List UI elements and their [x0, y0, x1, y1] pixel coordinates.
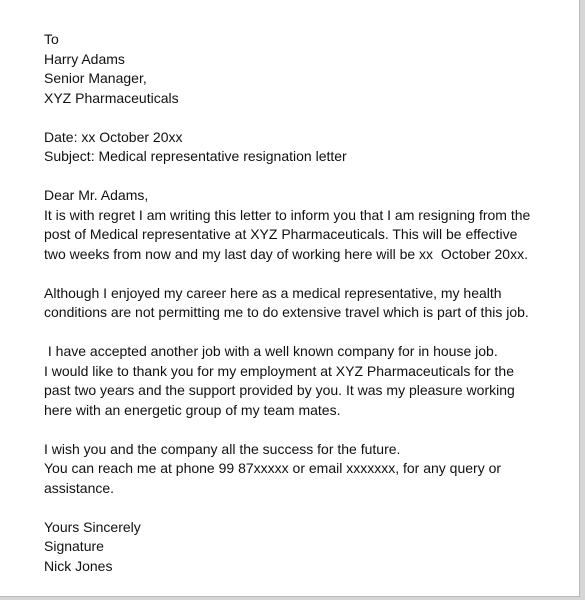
paragraph-line: here with an energetic group of my team mates.	[44, 401, 341, 418]
paragraph-line: post of Medical representative at XYZ Pharmaceuticals. This will be effective	[44, 226, 518, 242]
subject-line: Subject: Medical representative resignation letter	[44, 148, 347, 164]
paragraph-line: conditions are not permitting me to do extensive travel which is part of this job.	[44, 304, 529, 320]
spacer	[44, 498, 536, 518]
date-line: Date: xx October 20xx	[44, 128, 183, 145]
paragraph-line: I would like to thank you for my employment at XYZ Pharmaceuticals for the	[44, 362, 514, 379]
body-paragraph-3	[44, 342, 536, 420]
paragraph-line: It is with regret I am writing this letter to inform you that I am resigning from the	[44, 206, 531, 223]
spacer	[44, 167, 536, 187]
paragraph-line: You can reach me at phone 99 87xxxxx or email xxxxxxx, for any query or	[44, 460, 502, 476]
signature-line: Signature	[44, 538, 104, 554]
body-paragraph-4	[44, 440, 536, 499]
spacer	[44, 323, 536, 343]
meta-block	[44, 128, 536, 167]
body-paragraph-2	[44, 284, 536, 323]
spacer	[44, 108, 536, 128]
resignation-letter	[44, 30, 536, 576]
body-paragraph-1	[44, 186, 536, 264]
recipient-block	[44, 30, 536, 108]
sign-off: Yours Sincerely	[44, 518, 141, 535]
to-line: To	[44, 31, 59, 47]
spacer	[44, 420, 536, 440]
paragraph-line: assistance.	[44, 479, 115, 496]
paragraph-line: I wish you and the company all the success for the future.	[44, 440, 401, 457]
recipient-name: Harry Adams	[44, 50, 125, 67]
paragraph-line: Although I enjoyed my career here as a medical representative, my health	[44, 284, 502, 301]
recipient-company: XYZ Pharmaceuticals	[44, 89, 179, 106]
recipient-title: Senior Manager,	[44, 70, 147, 86]
paragraph-line: past two years and the support provided by you. It was my pleasure working	[44, 382, 515, 398]
sender-name: Nick Jones	[44, 557, 113, 574]
paragraph-line: I have accepted another job with a well known company for in house job.	[44, 343, 498, 359]
closing-block	[44, 518, 536, 577]
greeting: Dear Mr. Adams,	[44, 187, 149, 203]
spacer	[44, 264, 536, 284]
paragraph-line: two weeks from now and my last day of working here will be xx October 20xx.	[44, 245, 528, 262]
